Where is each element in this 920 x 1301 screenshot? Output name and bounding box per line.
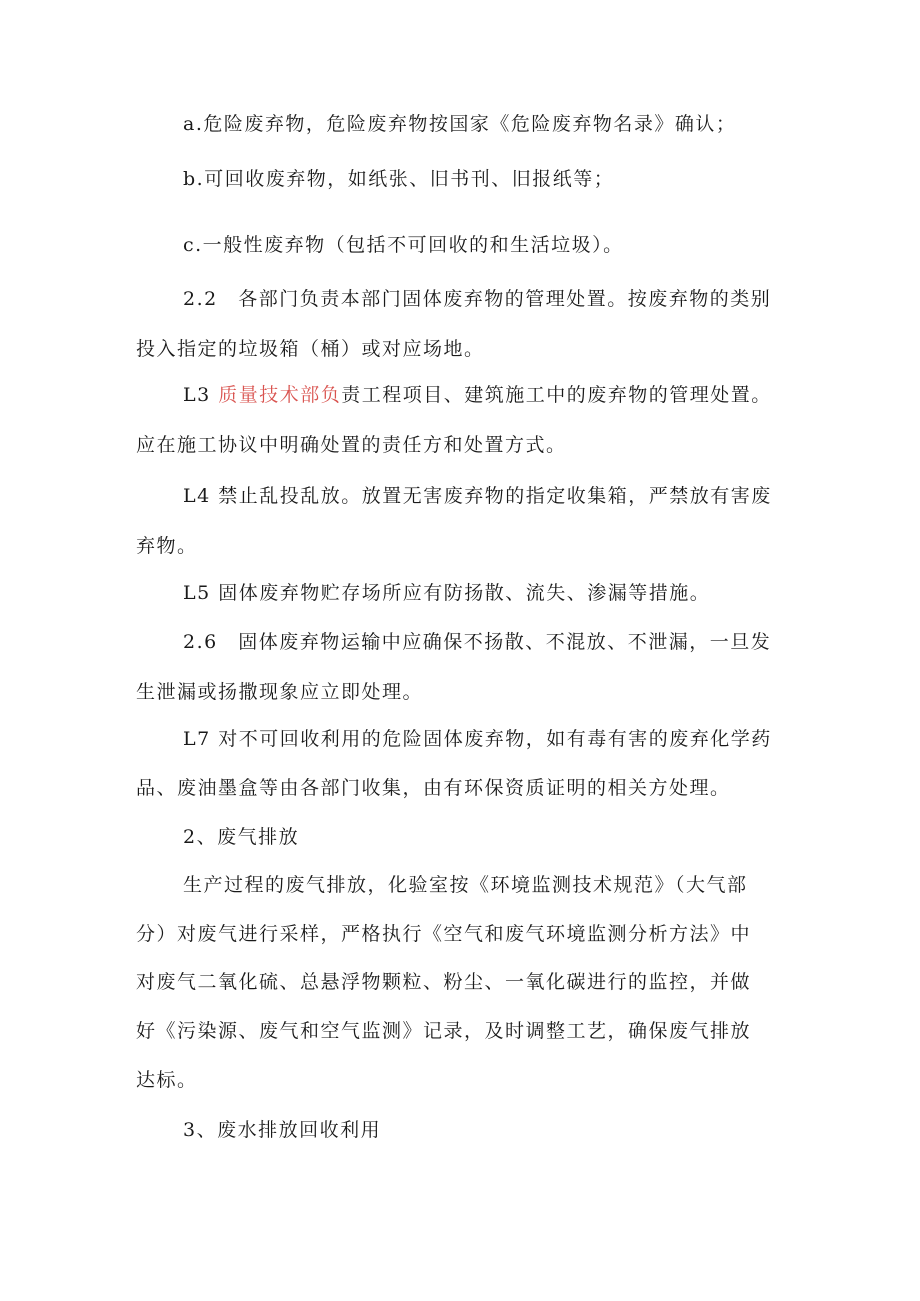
paragraph-l4-line-1: L4 禁止乱投乱放。放置无害废弃物的指定收集箱，严禁放有害废 [183, 485, 772, 507]
paragraph-exhaust-line-3: 对废气二氧化硫、总悬浮物颗粒、粉尘、一氧化碳进行的监控，并做 [136, 971, 752, 993]
section-heading-exhaust: 2、废气排放 [183, 826, 300, 848]
highlighted-text: 质量技术部负 [218, 384, 342, 406]
paragraph-2-6-line-2: 生泄漏或扬撒现象应立即处理。 [136, 681, 424, 703]
paragraph-l4-line-2: 弃物。 [136, 535, 198, 557]
paragraph-exhaust-line-1: 生产过程的废气排放，化验室按《环境监测技术规范》（大气部 [183, 874, 748, 896]
list-item-b: b.可回收废弃物，如纸张、旧书刊、旧报纸等； [183, 168, 615, 190]
paragraph-exhaust-line-4: 好《污染源、废气和空气监测》记录，及时调整工艺，确保废气排放 [136, 1020, 752, 1042]
paragraph-exhaust-line-5: 达标。 [136, 1069, 198, 1091]
list-item-a: a.危险废弃物，危险废弃物按国家《危险废弃物名录》确认； [183, 113, 737, 135]
paragraph-2-2-line-1: 2.2 各部门负责本部门固体废弃物的管理处置。按废弃物的类别 [183, 288, 772, 310]
paragraph-l7-line-2: 品、废油墨盒等由各部门收集，由有环保资质证明的相关方处理。 [136, 777, 731, 799]
paragraph-l3-number: L3 [183, 384, 219, 406]
paragraph-2-2-line-2: 投入指定的垃圾箱（桶）或对应场地。 [136, 338, 485, 360]
paragraph-l3-line-1 [183, 383, 772, 407]
paragraph-l5: L5 固体废弃物贮存场所应有防扬散、流失、渗漏等措施。 [183, 582, 711, 604]
paragraph-l3-line-2: 应在施工协议中明确处置的责任方和处置方式。 [136, 434, 567, 456]
section-heading-wastewater: 3、废水排放回收利用 [183, 1119, 382, 1141]
paragraph-2-6-line-1: 2.6 固体废弃物运输中应确保不扬散、不混放、不泄漏，一旦发 [183, 631, 772, 653]
list-item-c: c.一般性废弃物（包括不可回收的和生活垃圾）。 [183, 234, 624, 256]
paragraph-l3-text: 责工程项目、建筑施工中的废弃物的管理处置。 [341, 384, 772, 406]
paragraph-l7-line-1: L7 对不可回收利用的危险固体废弃物，如有毒有害的废弃化学药 [183, 728, 772, 750]
paragraph-exhaust-line-2: 分）对废气进行采样，严格执行《空气和废气环境监测分析方法》中 [136, 923, 752, 945]
